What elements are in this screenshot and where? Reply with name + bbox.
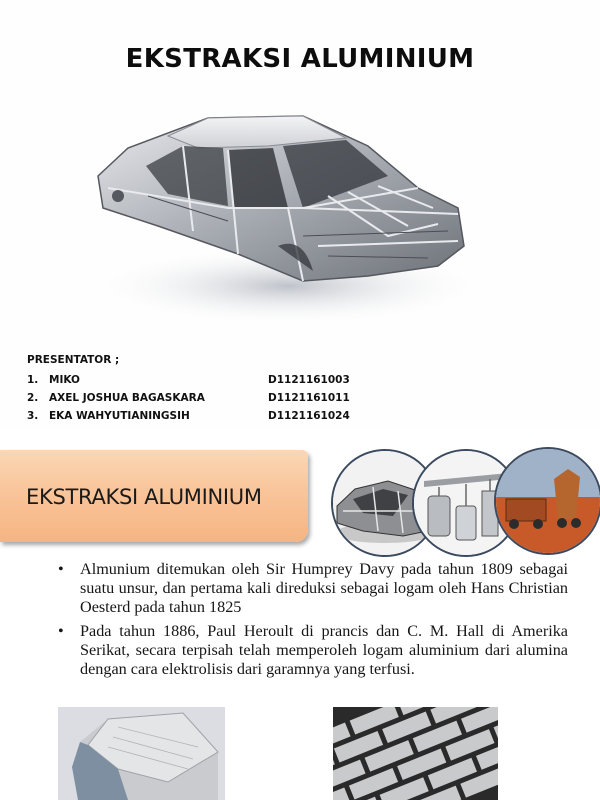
presenter-id: D1121161003	[268, 374, 350, 386]
bauxite-mining-circle-image	[494, 447, 600, 555]
bullet-text: Pada tahun 1886, Paul Heroult di prancis dan C. M. Hall di Amerika Serikat, secara terpisah telah memperoleh logam aluminium dari alumina dengan cara elektrolisis dari garamnya yang terfusi.	[80, 622, 568, 678]
presenter-number: 1.	[27, 374, 39, 386]
section-banner	[0, 450, 308, 542]
slide-title-heading: EKSTRAKSI ALUMINIUM	[125, 44, 475, 74]
bullet-list	[58, 560, 568, 684]
presenter-name: EKA WAHYUTIANINGSIH	[49, 410, 190, 422]
presenter-id: D1121161024	[268, 410, 350, 422]
presenter-label: PRESENTATOR ;	[27, 354, 120, 366]
bullet-item	[58, 560, 568, 617]
bullet-icon: •	[58, 560, 64, 578]
banner-title: EKSTRAKSI ALUMINIUM	[26, 485, 262, 509]
presenter-id: D1121161011	[268, 392, 350, 404]
presenter-name: MIKO	[49, 374, 80, 386]
bullet-icon: •	[58, 622, 64, 640]
slide-content	[0, 440, 600, 800]
presenter-name: AXEL JOSHUA BAGASKARA	[49, 392, 205, 404]
car-wheel-arch-rear	[112, 190, 124, 202]
bullet-text: Almunium ditemukan oleh Sir Humprey Davy pada tahun 1809 sebagai suatu unsur, dan pertama kali direduksi sebagai logam oleh Hans Christian Oesterd pada tahun 1825	[80, 560, 568, 616]
car-frame-image	[88, 96, 488, 336]
aluminium-ingot-image	[58, 707, 225, 800]
presenter-number: 2.	[27, 392, 39, 404]
bullet-item	[58, 622, 568, 679]
presenter-number: 3.	[27, 410, 39, 422]
aluminium-tiles-image	[333, 707, 498, 800]
